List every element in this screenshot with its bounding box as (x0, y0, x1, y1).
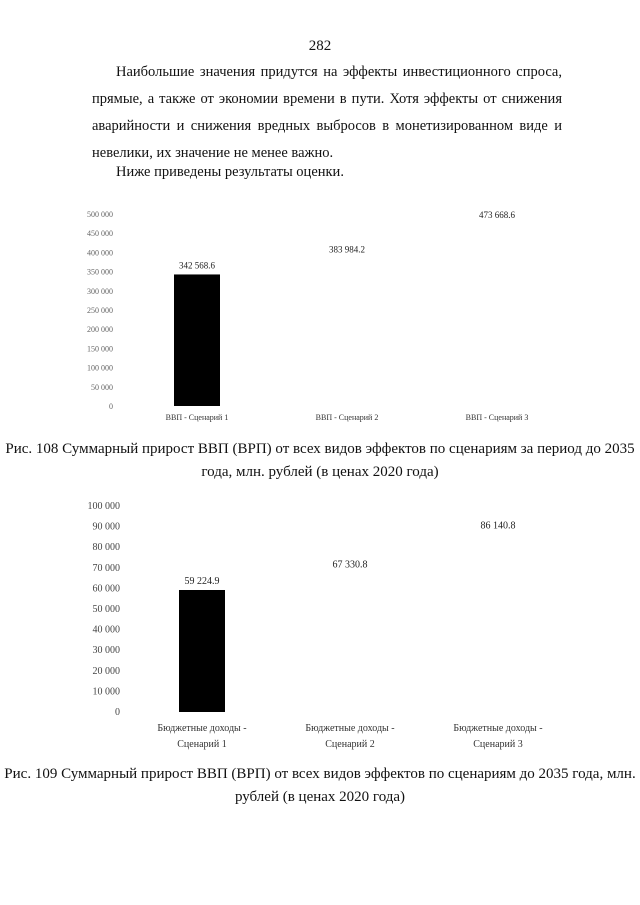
y-tick-label: 0 (109, 402, 113, 411)
data-label: 473 668.6 (479, 210, 515, 221)
caption-1: Рис. 108 Суммарный прирост ВВП (ВРП) от всех видов эффектов по сценариям за период до 2035 года, млн. рублей (в ценах 2020 года) (5, 441, 635, 480)
paragraph-2: Ниже приведены результаты оценки. (116, 164, 344, 180)
y-tick-label: 400 000 (87, 248, 113, 258)
y-tick-label: 150 000 (87, 344, 113, 354)
chart-2-svg (0, 495, 640, 757)
paragraph-1: Наибольшие значения придутся на эффекты инвестиционного спроса, прямые, а также от экономии времени в пути. Хотя эффекты от снижения аварийности и снижения вредных выбросов в монетизированном виде и невелики, их значение не менее важно. (92, 64, 562, 161)
bar (474, 224, 520, 406)
y-tick-label: 450 000 (87, 229, 113, 239)
category-label: ВВП - Сценарий 3 (465, 413, 529, 422)
y-tick-label: 250 000 (87, 306, 113, 315)
bar (174, 274, 220, 406)
y-tick-label: 100 000 (87, 501, 120, 512)
category-label: Бюджетные доходы - (453, 723, 543, 734)
y-tick-label: 80 000 (92, 542, 120, 554)
data-label: 383 984.2 (329, 244, 365, 255)
y-tick-label: 20 000 (92, 665, 120, 677)
bar (324, 259, 370, 406)
y-tick-label: 10 000 (92, 686, 120, 698)
y-tick-label: 70 000 (92, 562, 120, 574)
chart-2 (0, 495, 640, 757)
category-label: Сценарий 1 (177, 739, 227, 750)
category-label: Сценарий 2 (325, 739, 375, 750)
category-label: ВВП - Сценарий 2 (315, 413, 379, 422)
y-tick-label: 50 000 (91, 382, 113, 392)
data-label: 342 568.6 (179, 260, 215, 271)
data-label: 59 224.9 (184, 575, 220, 587)
y-tick-label: 50 000 (92, 604, 120, 615)
category-label: Бюджетные доходы - (157, 723, 247, 734)
page-number: 282 (308, 38, 332, 54)
y-tick-label: 60 000 (92, 583, 120, 595)
data-label: 86 140.8 (480, 520, 516, 532)
y-tick-label: 40 000 (92, 624, 120, 636)
bar (327, 573, 373, 712)
y-tick-label: 0 (115, 707, 120, 718)
chart-1-svg (0, 200, 640, 432)
y-tick-label: 300 000 (87, 286, 113, 296)
category-label: Сценарий 3 (473, 739, 523, 750)
caption-2: Рис. 109 Суммарный прирост ВВП (ВРП) от всех видов эффектов по сценариям до 2035 года, млн. рублей (в ценах 2020 года) (4, 766, 636, 805)
y-tick-label: 500 000 (87, 210, 113, 219)
y-tick-label: 200 000 (87, 325, 113, 335)
bar (179, 590, 225, 712)
y-tick-label: 350 000 (87, 267, 113, 277)
bar (475, 535, 521, 712)
category-label: Бюджетные доходы - (305, 723, 395, 734)
data-label: 67 330.8 (332, 559, 368, 571)
y-tick-label: 30 000 (92, 645, 120, 657)
chart-1 (0, 200, 640, 432)
y-tick-label: 100 000 (87, 363, 113, 373)
y-tick-label: 90 000 (92, 521, 120, 533)
category-label: ВВП - Сценарий 1 (165, 413, 229, 422)
